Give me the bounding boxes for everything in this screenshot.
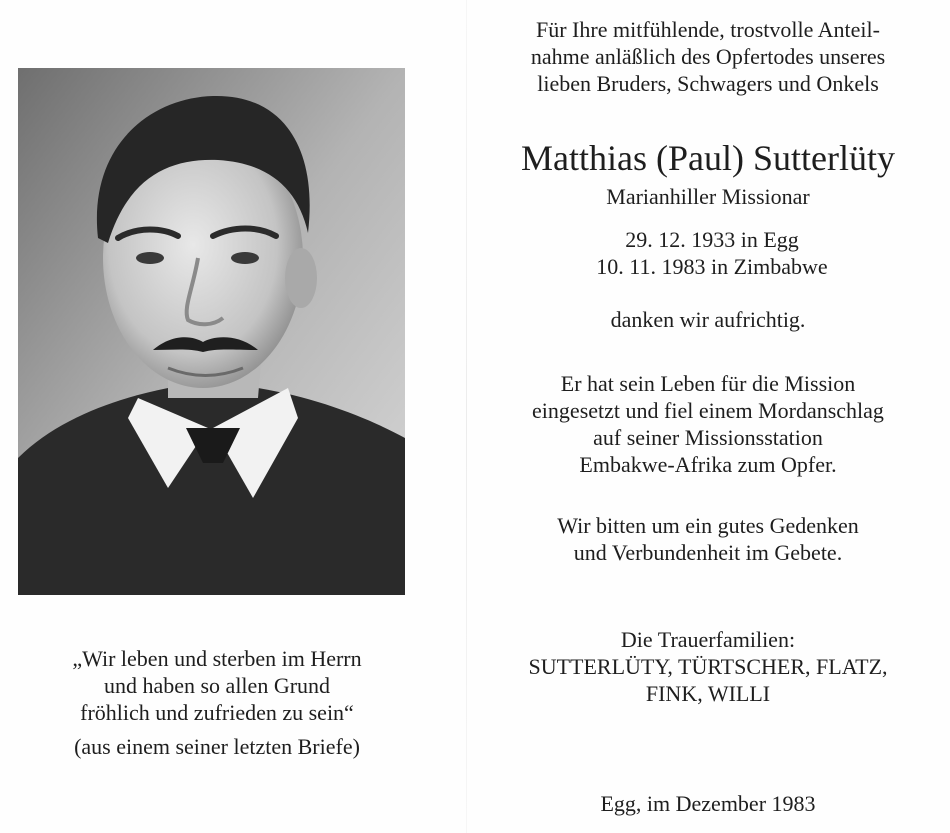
mission-text	[466, 370, 950, 478]
prayer-line: Wir bitten um ein gutes Gedenken	[557, 513, 859, 538]
birth-date: 29. 12. 1933 in Egg	[625, 227, 799, 252]
intro-line: lieben Bruders, Schwagers und Onkels	[537, 71, 879, 96]
quote-source: (aus einem seiner letzten Briefe)	[74, 734, 360, 759]
mission-line: Embakwe-Afrika zum Opfer.	[579, 452, 837, 477]
thanks-text: danken wir aufrichtig.	[610, 307, 806, 332]
mourning-families	[466, 626, 950, 707]
families-line: SUTTERLÜTY, TÜRTSCHER, FLATZ,	[528, 654, 888, 679]
right-page	[466, 0, 950, 833]
quote-line: „Wir leben und sterben im Herrn	[72, 646, 362, 671]
portrait-photo	[18, 68, 405, 595]
deceased-name: Matthias (Paul) Sutterlüty	[521, 138, 895, 178]
portrait-illustration	[18, 68, 405, 595]
intro-text	[466, 16, 950, 97]
prayer-line: und Verbundenheit im Gebete.	[573, 540, 843, 565]
prayer-text	[466, 512, 950, 566]
intro-line: Für Ihre mitfühlende, trostvolle Anteil-	[536, 17, 880, 42]
intro-line: nahme anläßlich des Opfertodes unseres	[530, 44, 886, 69]
families-line: FINK, WILLI	[645, 681, 771, 706]
left-page	[0, 0, 466, 833]
families-heading: Die Trauerfamilien:	[620, 627, 796, 652]
quote	[0, 645, 434, 726]
mission-line: eingesetzt und fiel einem Mordanschlag	[532, 398, 884, 423]
quote-line: fröhlich und zufrieden zu sein“	[80, 700, 354, 725]
mission-line: Er hat sein Leben für die Mission	[560, 371, 856, 396]
mission-line: auf seiner Missionsstation	[593, 425, 823, 450]
quote-line: und haben so allen Grund	[103, 673, 331, 698]
place-date: Egg, im Dezember 1983	[600, 791, 816, 816]
death-date: 10. 11. 1983 in Zimbabwe	[596, 254, 828, 279]
life-dates	[466, 226, 950, 280]
deceased-role: Marianhiller Missionar	[606, 184, 810, 209]
